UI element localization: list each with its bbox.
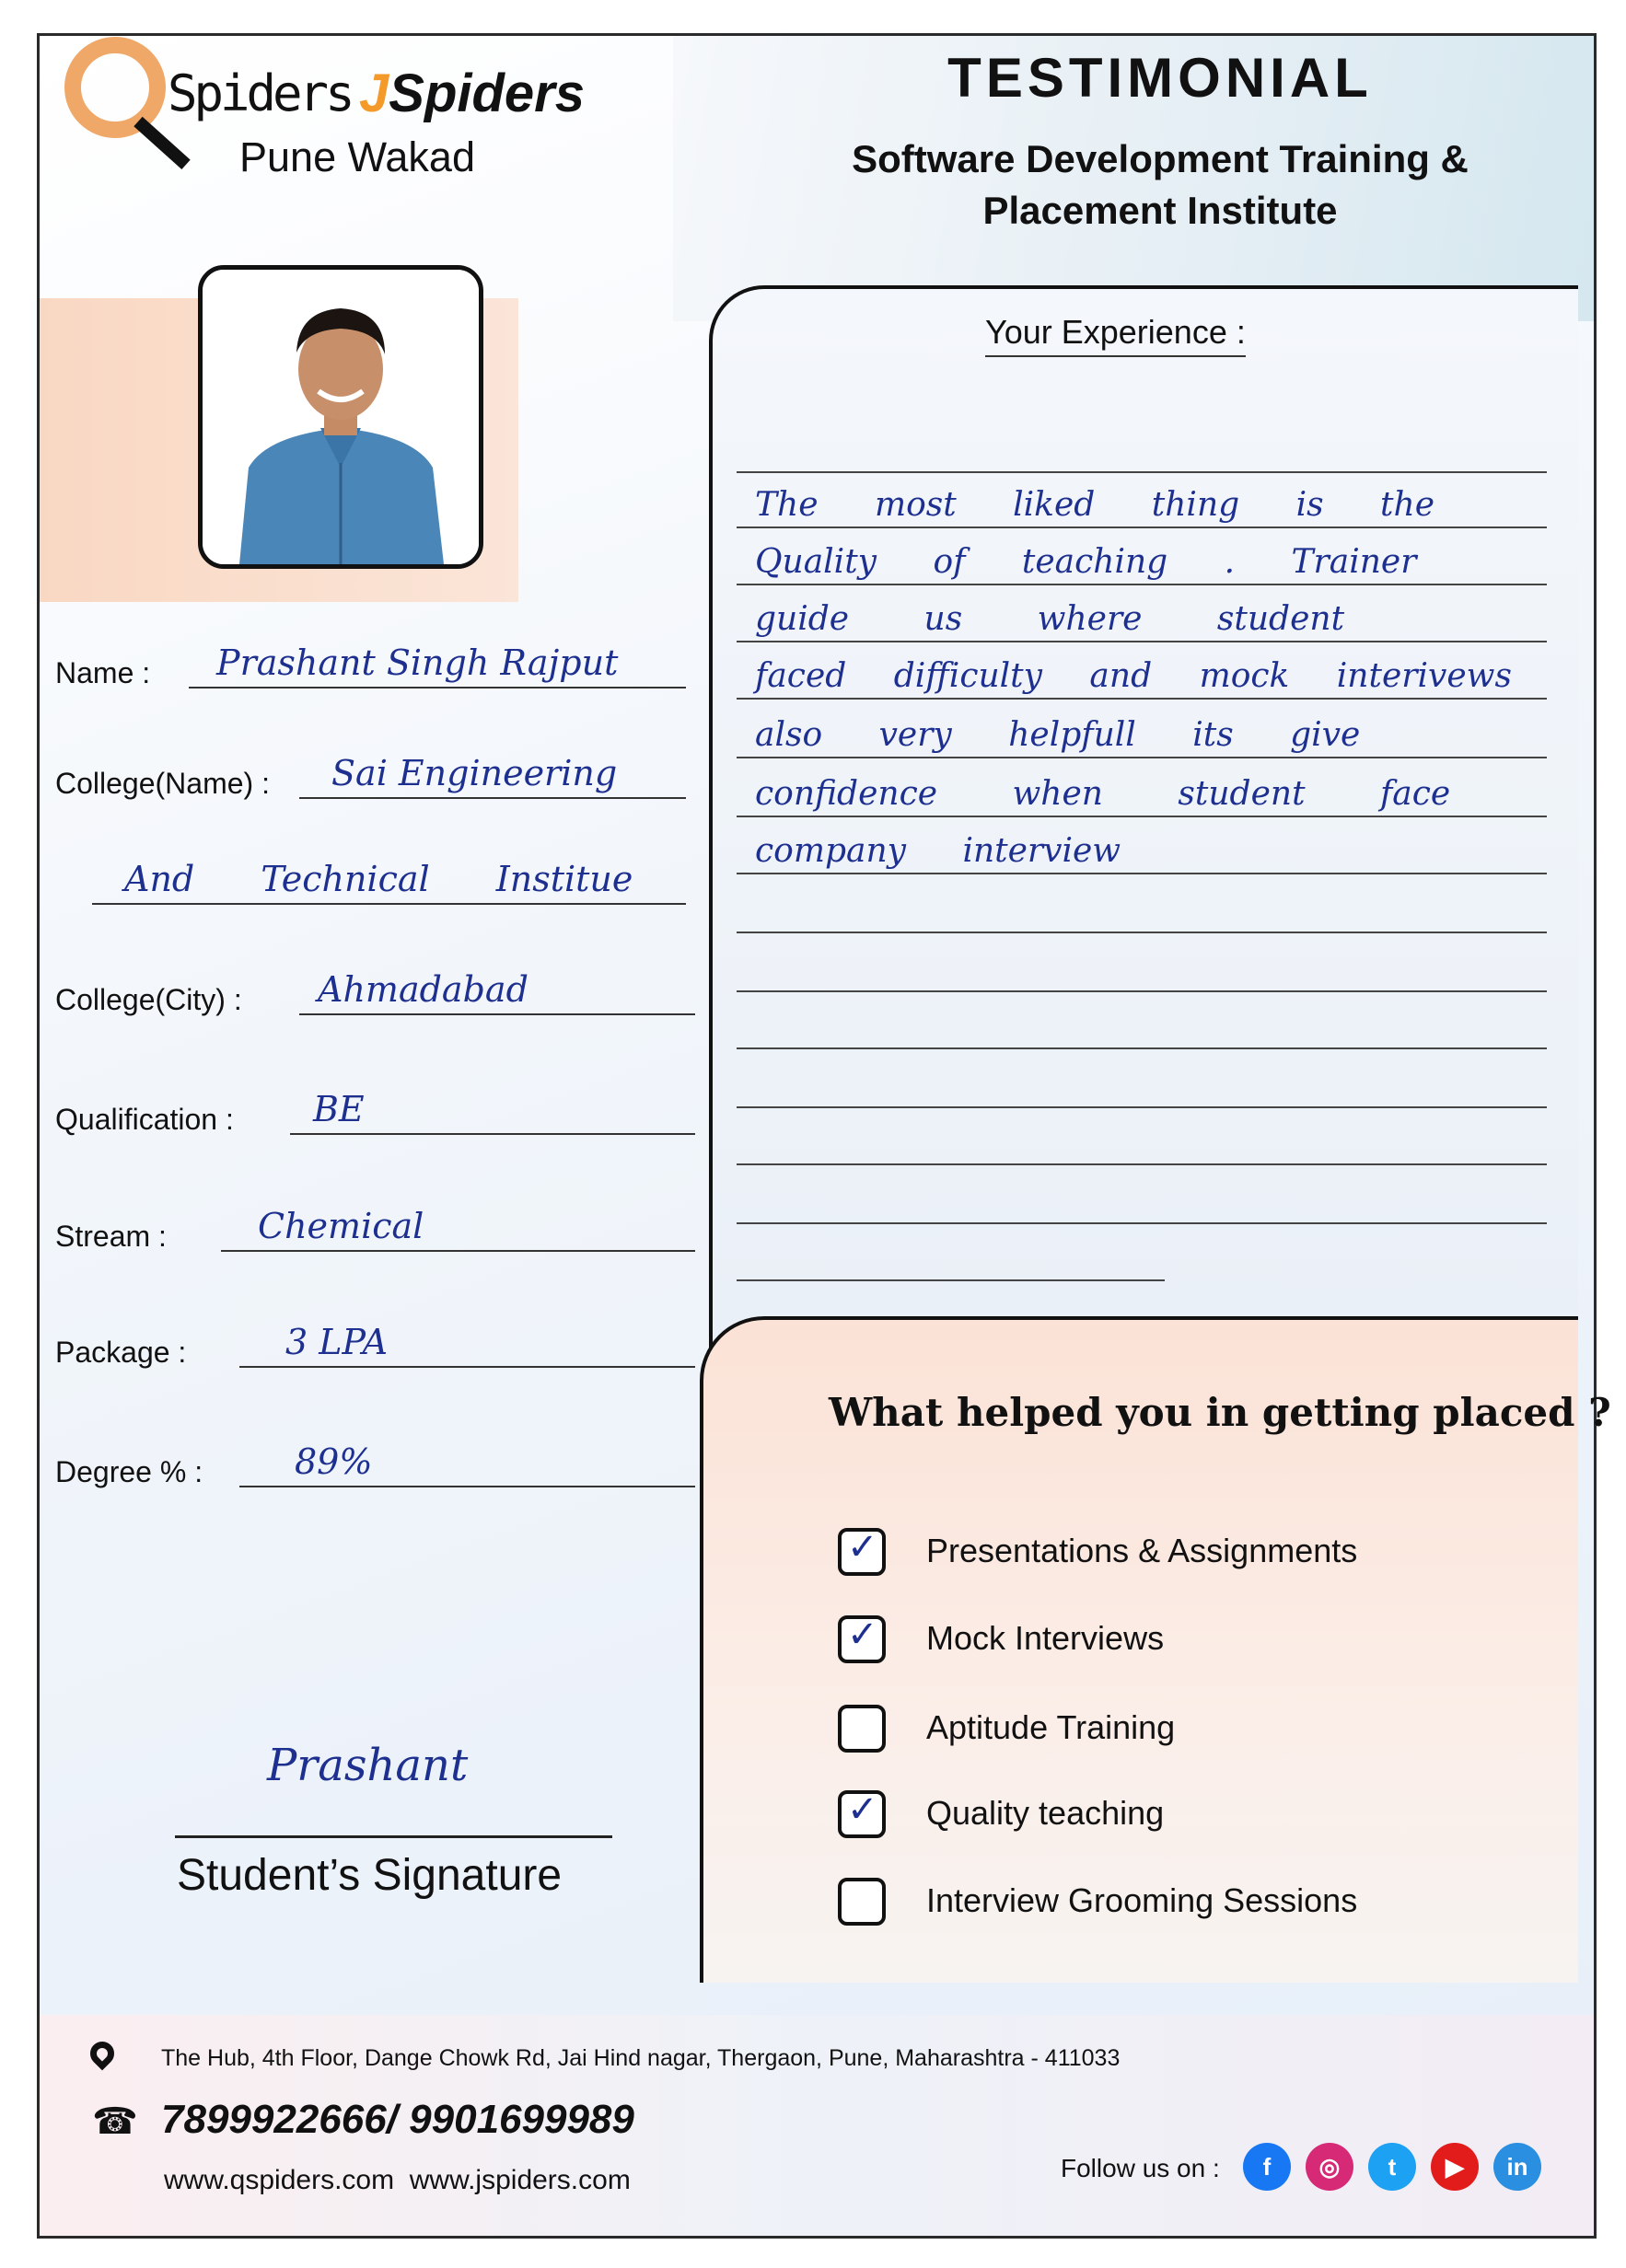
package-label: Package : <box>55 1336 187 1369</box>
degree-label: Degree % : <box>55 1455 203 1488</box>
experience-line: Quality of teaching . Trainer <box>755 543 1417 581</box>
experience-rule <box>737 471 1547 473</box>
experience-line: company interview <box>755 832 1121 870</box>
college-name-field-2 <box>55 851 691 907</box>
option-label: Mock Interviews <box>926 1619 1165 1657</box>
twitter-icon[interactable]: t <box>1368 2143 1416 2191</box>
experience-line: also very helpfull its give <box>755 716 1361 754</box>
experience-rule <box>737 526 1547 528</box>
experience-rule <box>737 1222 1547 1224</box>
experience-rule <box>737 1279 1165 1281</box>
branch-name: Pune Wakad <box>239 133 475 180</box>
name-line <box>189 687 686 688</box>
experience-rule <box>737 641 1547 642</box>
experience-rule <box>737 1106 1547 1108</box>
page-title: TESTIMONIAL <box>947 47 1373 109</box>
checkmark-icon: ✓ <box>847 1614 878 1656</box>
stream-field <box>55 1198 700 1254</box>
signature-handwriting: Prashant <box>267 1740 469 1791</box>
qualification-line <box>290 1133 695 1135</box>
college-city-line <box>299 1013 695 1015</box>
jspiders-wordmark: JSpiders <box>359 64 586 123</box>
option-label: Presentations & Assignments <box>926 1532 1358 1569</box>
experience-rule <box>737 816 1547 817</box>
college-city-field <box>55 962 700 1017</box>
experience-rule <box>737 584 1547 585</box>
college-name-label: College(Name) : <box>55 767 270 800</box>
degree-line <box>239 1486 695 1487</box>
package-line <box>239 1366 695 1368</box>
option-label: Interview Grooming Sessions <box>926 1881 1358 1919</box>
qualification-label: Qualification : <box>55 1103 234 1136</box>
linkedin-icon[interactable]: in <box>1493 2143 1541 2191</box>
experience-line: confidence when student face <box>755 775 1451 813</box>
experience-title: Your Experience : <box>985 313 1246 357</box>
qualification-field <box>55 1082 700 1137</box>
name-label: Name : <box>55 656 151 689</box>
college-name-field <box>55 746 691 801</box>
q-logo-ring <box>64 37 166 138</box>
signature-line <box>175 1835 612 1838</box>
stream-label: Stream : <box>55 1220 167 1253</box>
experience-rule <box>737 873 1547 874</box>
experience-rule <box>737 1163 1547 1165</box>
experience-line: The most liked thing is the <box>755 486 1435 524</box>
checkmark-icon: ✓ <box>847 1788 878 1831</box>
qspiders-wordmark: Spiders <box>168 64 352 122</box>
option-label: Quality teaching <box>926 1794 1165 1832</box>
college-name-line <box>299 797 686 799</box>
phone-numbers: 7899922666/ 9901699989 <box>161 2097 634 2142</box>
experience-rule <box>737 990 1547 992</box>
instagram-icon[interactable]: ◎ <box>1306 2143 1353 2191</box>
package-value: 3 LPA <box>285 1322 389 1362</box>
experience-rule <box>737 698 1547 700</box>
stream-line <box>221 1250 695 1252</box>
experience-line: guide us where student <box>755 600 1345 638</box>
experience-line: faced difficulty and mock interivews <box>755 657 1512 695</box>
experience-rule <box>737 757 1547 758</box>
follow-label: Follow us on : <box>1061 2154 1220 2182</box>
address: The Hub, 4th Floor, Dange Chowk Rd, Jai Hind nagar, Thergaon, Pune, Maharashtra - 411033 <box>161 2045 1121 2071</box>
checkmark-icon: ✓ <box>847 1526 878 1568</box>
name-field <box>55 635 691 690</box>
college-name-value-2: And Technical Institue <box>124 859 633 899</box>
option-label: Aptitude Training <box>926 1708 1176 1746</box>
college-name-value: Sai Engineering <box>331 753 618 793</box>
phone-icon: ☎ <box>92 2101 138 2142</box>
college-city-value: Ahmadabad <box>318 969 528 1010</box>
student-photo <box>198 265 483 569</box>
helped-title: What helped you in getting placed ? <box>829 1390 1611 1435</box>
facebook-icon[interactable]: f <box>1243 2143 1291 2191</box>
logo <box>64 28 586 193</box>
q-logo-tail <box>134 117 190 169</box>
page-subtitle: Software Development Training & Placement Institute <box>852 137 1469 232</box>
experience-rule <box>737 932 1547 933</box>
experience-rule <box>737 1047 1547 1049</box>
grooming-checkbox[interactable] <box>838 1878 886 1926</box>
package-field <box>55 1314 700 1370</box>
websites[interactable]: www.qspiders.com www.jspiders.com <box>164 2165 631 2195</box>
name-value: Prashant Singh Rajput <box>216 642 619 683</box>
stream-value: Chemical <box>258 1206 424 1246</box>
youtube-icon[interactable]: ▶ <box>1431 2143 1479 2191</box>
college-city-label: College(City) : <box>55 983 242 1016</box>
student-photo-illustration <box>203 270 479 564</box>
degree-value: 89% <box>295 1441 373 1482</box>
degree-field <box>55 1434 700 1489</box>
aptitude-checkbox[interactable] <box>838 1705 886 1753</box>
qualification-value: BE <box>313 1089 365 1129</box>
college-name-line-2 <box>92 903 686 905</box>
signature-label: Student’s Signature <box>177 1851 563 1900</box>
